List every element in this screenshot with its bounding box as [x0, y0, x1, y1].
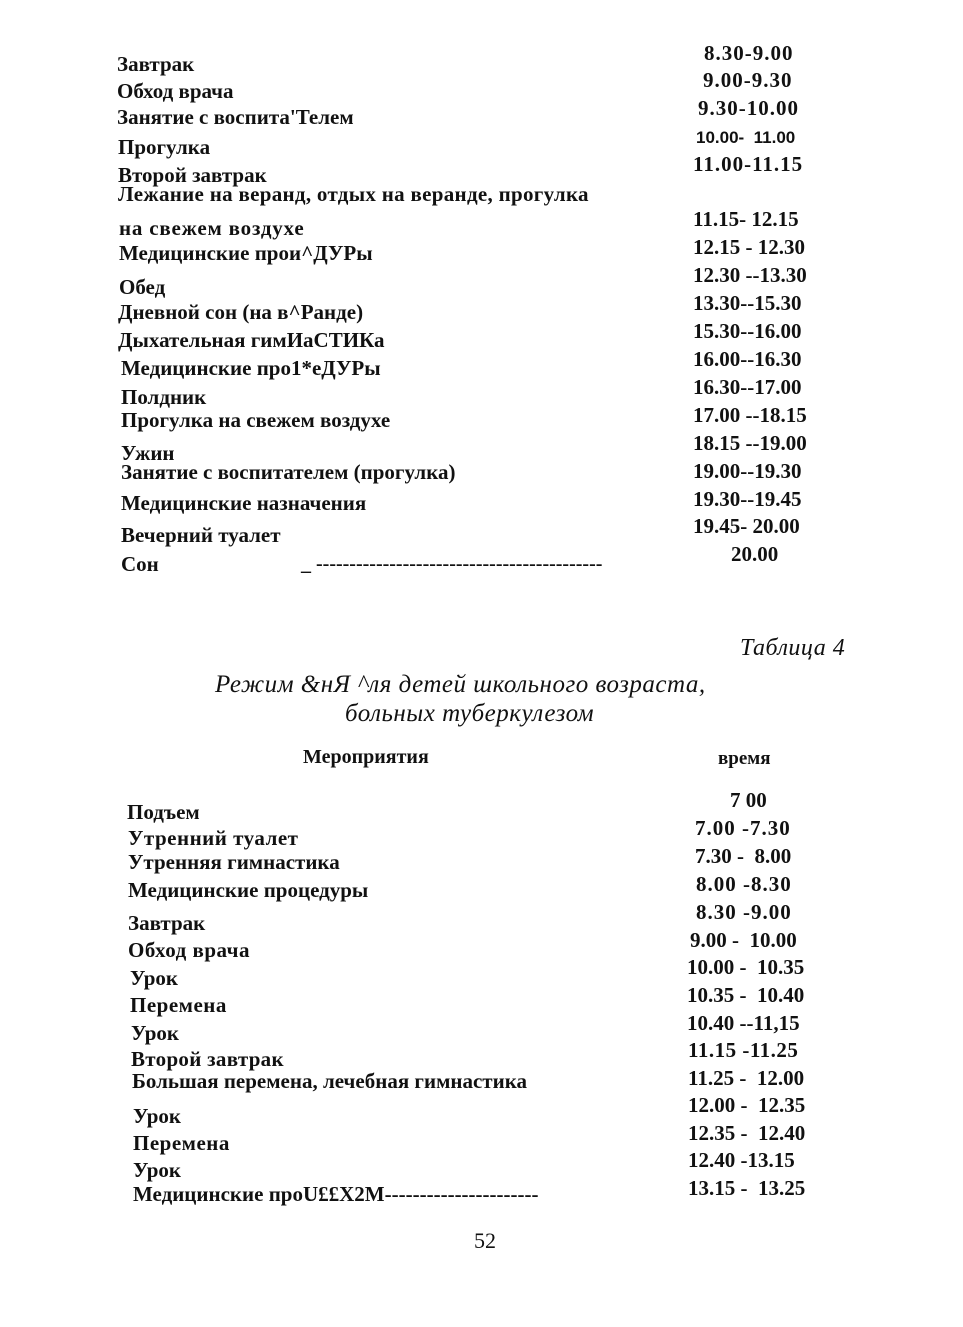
column-header-time: время — [718, 748, 771, 769]
time-value: 16.30--17.00 — [693, 375, 802, 399]
time-value: 13.30--15.30 — [693, 291, 802, 315]
activity-label: Лежание на веранд, отдых на веранде, прогулка — [118, 182, 589, 206]
time-value: 18.15 --19.00 — [693, 431, 807, 455]
time-value: 19.45- 20.00 — [693, 514, 800, 538]
time-value: 11.15- 12.15 — [693, 207, 799, 231]
activity-label: Медицинские проU££X2M---------------------- — [133, 1182, 539, 1206]
activity-label: Утренняя гимнастика — [128, 850, 340, 874]
activity-label: Сон — [121, 552, 159, 576]
time-value: 9.00-9.30 — [703, 68, 793, 92]
time-value: 11.25 - 12.00 — [688, 1066, 805, 1090]
time-value: 12.35 - 12.40 — [688, 1121, 806, 1145]
time-value: 11.15 -11.25 — [688, 1038, 799, 1062]
activity-label: Дыхательная гимИаСТИКа — [118, 328, 385, 352]
time-value: 20.00 — [731, 542, 779, 566]
activity-label: Занятие с воспитателем (прогулка) — [121, 460, 456, 484]
table-label: Таблица 4 — [740, 635, 846, 661]
time-value: 13.15 - 13.25 — [688, 1176, 806, 1200]
time-value: 12.00 - 12.35 — [688, 1093, 806, 1117]
time-value: 10.00 - 10.35 — [687, 955, 805, 979]
time-value: 11.00-11.15 — [693, 152, 804, 176]
activity-label: Прогулка на свежем воздухе — [121, 408, 391, 432]
activity-label: Медицинские назначения — [121, 491, 367, 515]
time-value: 16.00--16.30 — [693, 347, 802, 371]
time-value: 8.30-9.00 — [704, 41, 794, 65]
time-value: 12.40 -13.15 — [688, 1148, 795, 1172]
activity-label: Утренний туалет — [128, 826, 299, 850]
time-value: 9.00 - 10.00 — [690, 928, 797, 952]
activity-label: Обед — [119, 275, 166, 299]
column-header-activity: Мероприятия — [303, 746, 429, 768]
activity-label: Урок — [133, 1104, 181, 1128]
activity-label: Урок — [131, 1021, 179, 1045]
time-value: 19.00--19.30 — [693, 459, 802, 483]
activity-label: Второй завтрак — [131, 1047, 284, 1071]
time-value: 19.30--19.45 — [693, 487, 802, 511]
time-value: 10.00- 11.00 — [696, 128, 796, 147]
activity-label: Большая перемена, лечебная гимнастика — [132, 1069, 527, 1093]
activity-label: Медицинские про1*еДУРы — [121, 356, 381, 380]
activity-label: Обход врача — [128, 938, 251, 962]
activity-label: Второй завтрак — [118, 163, 267, 187]
activity-label: Вечерний туалет — [121, 523, 281, 547]
activity-label: Завтрак — [117, 52, 195, 76]
table-title-line2: больных туберкулезом — [345, 700, 595, 727]
time-value: 12.15 - 12.30 — [693, 235, 805, 259]
time-value: 8.00 -8.30 — [696, 872, 792, 896]
time-value: 9.30-10.00 — [698, 96, 799, 120]
activity-label: Завтрак — [128, 911, 206, 935]
activity-label: Обход врача — [117, 79, 234, 103]
activity-label: на свежем воздухе — [119, 216, 305, 240]
activity-label: Урок — [130, 966, 178, 990]
activity-label: Полдник — [121, 385, 207, 409]
time-value: 17.00 --18.15 — [693, 403, 807, 427]
page-number: 52 — [474, 1228, 496, 1253]
activity-label: Ужин — [121, 441, 175, 465]
time-value: 12.30 --13.30 — [693, 263, 807, 287]
time-value: 15.30--16.00 — [693, 319, 802, 343]
activity-label: Подъем — [127, 800, 200, 824]
activity-label: Перемена — [133, 1131, 230, 1155]
activity-label: Дневной сон (на в^Ранде) — [118, 300, 364, 324]
activity-label: Прогулка — [118, 135, 211, 159]
table-title-line1: Режим &нЯ ^ля детей школьного возраста, — [215, 671, 706, 698]
activity-label: Перемена — [130, 993, 227, 1017]
time-value: 7.00 -7.30 — [695, 816, 791, 840]
time-value: 8.30 -9.00 — [696, 900, 792, 924]
activity-label: Занятие с воспита'Телем — [117, 105, 354, 129]
time-value: 7 00 — [730, 788, 767, 812]
activity-label: Урок — [133, 1158, 181, 1182]
activity-label: Медицинские прои^ДУРы — [119, 241, 373, 265]
leader-dashes: _ ------------------------------------------- — [301, 553, 603, 575]
time-value: 10.35 - 10.40 — [687, 983, 805, 1007]
time-value: 7.30 - 8.00 — [695, 844, 792, 868]
time-value: 10.40 --11,15 — [687, 1011, 800, 1035]
activity-label: Медицинские процедуры — [128, 878, 369, 902]
